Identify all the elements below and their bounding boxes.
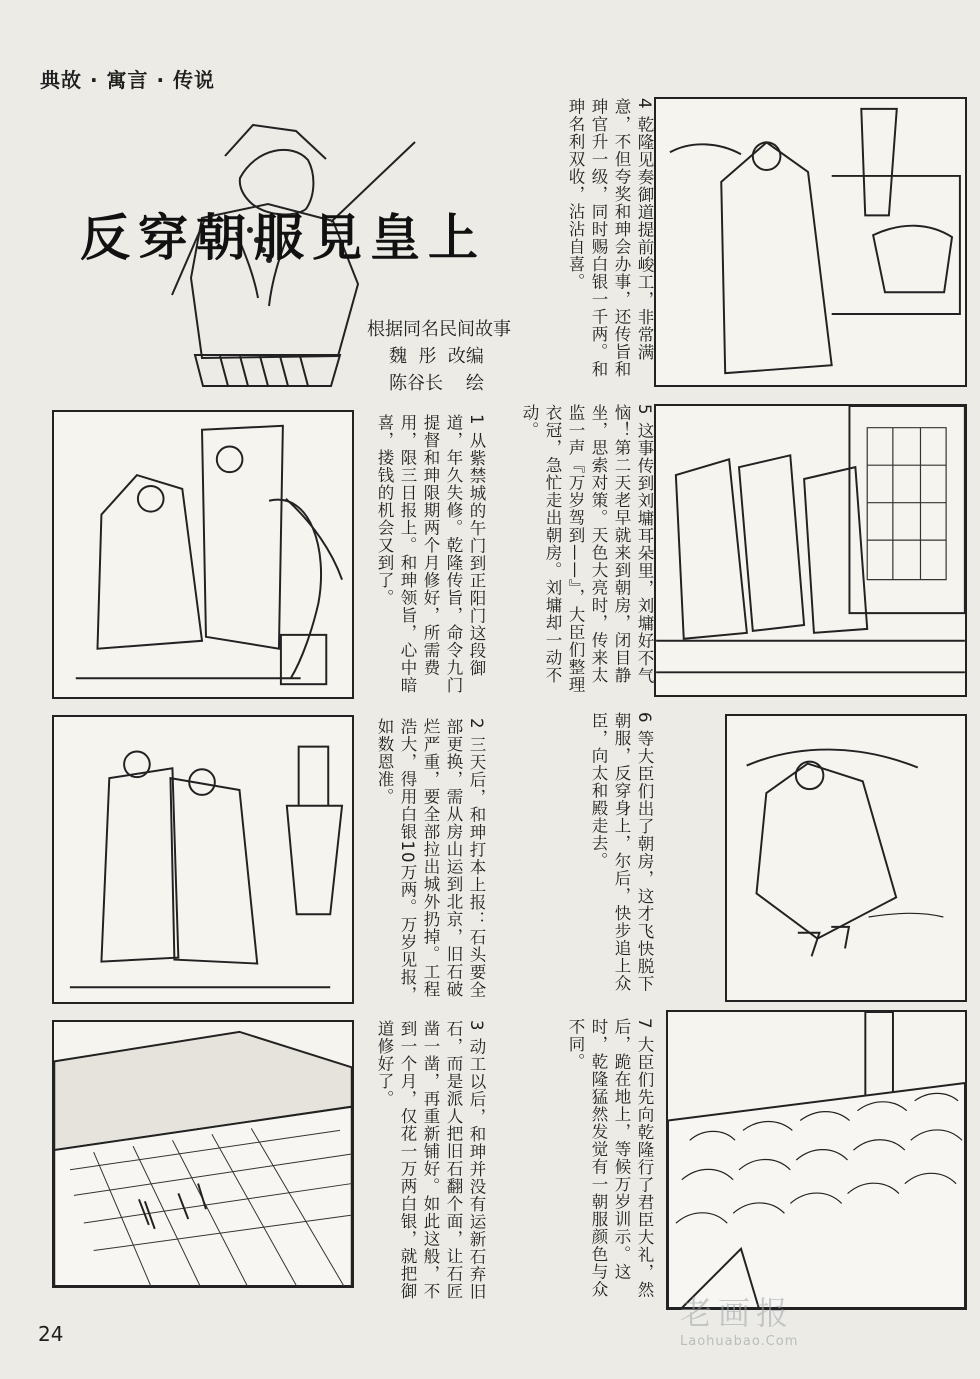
panel-2-illustration [52, 715, 354, 1004]
panel-6-illustration [725, 714, 967, 1002]
caption-3: 3 动工以后，和珅并没有运新石弃旧石，而是派人把旧石翻个面，让石匠凿一凿，再重新铺好。如此这般，不到一个月，仅花一万两白银，就把御道修好了。 [375, 1020, 486, 1301]
credits [367, 316, 511, 397]
panel-7-illustration [666, 1010, 967, 1310]
credit-artist: 陈谷长 绘 [389, 373, 484, 394]
panel-1-illustration [52, 410, 354, 699]
watermark-cn: 老画报 [680, 1294, 795, 1332]
panel-4-illustration [654, 97, 967, 387]
caption-4: 4 乾隆见奏御道提前峻工，非常满意，不但夸奖和珅会办事，还传旨和珅官升一级，同时赐白银一千两。和珅名利双收，沾沾自喜。 [566, 98, 654, 378]
watermark-en: Laohuabao.Com [680, 1334, 799, 1349]
watermark [680, 1288, 850, 1358]
page-title: 反穿朝服見皇上 [80, 208, 486, 267]
credit-adapter: 魏 彤 改编 [389, 346, 484, 367]
caption-7: 7 大臣们先向乾隆行了君臣大礼，然后，跪在地上，等候万岁训示。这时，乾隆猛然发觉有一朝服颜色与众不同。 [566, 1018, 654, 1299]
credit-source: 根据同名民间故事 [367, 319, 511, 340]
caption-5: 5 这事传到刘墉耳朵里，刘墉好不气恼！第二天老早就来到朝房，闭目静坐，思索对策。天色大亮时，传来太监一声『万岁驾到——』，大臣们整理衣冠，急忙走出朝房。刘墉却一动不动。 [520, 404, 654, 694]
section-label: 典故 · 寓言 · 传说 [40, 68, 216, 92]
panel-3-illustration [52, 1020, 354, 1288]
page-number: 24 [38, 1322, 64, 1346]
caption-2: 2 三天后，和珅打本上报：石头要全部更换，需从房山运到北京，旧石破烂严重，要全部拉出城外扔掉。工程浩大，得用白银10万两。万岁见报，如数恩准。 [375, 718, 486, 1004]
panel-5-illustration [654, 404, 967, 697]
caption-1: 1 从紫禁城的午门到正阳门这段御道，年久失修。乾隆传旨，命令九门提督和珅限期两个月修好，所需费用，限三日报上。和珅领旨，心中暗喜，搂钱的机会又到了。 [375, 414, 486, 694]
caption-6: 6 等大臣们出了朝房，这才飞快脱下朝服，反穿身上，尔后，快步追上众臣，向太和殿走去。 [589, 712, 654, 993]
